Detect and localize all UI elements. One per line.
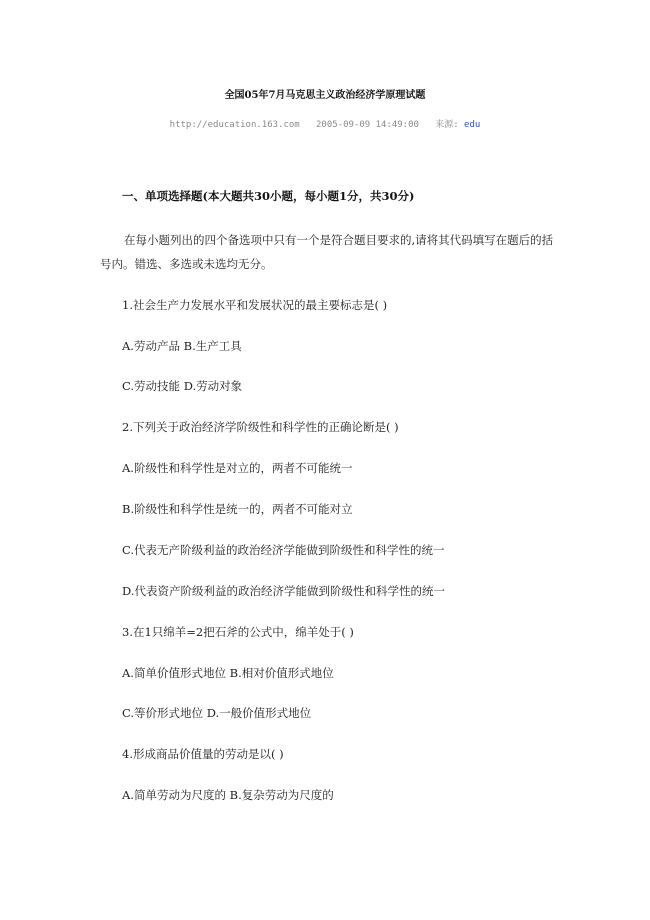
question-2-option-b: B.阶级性和科学性是统一的，两者不可能对立	[122, 502, 353, 516]
source-link[interactable]: edu	[464, 120, 481, 130]
page-title: 全国05年7月马克思主义政治经济学原理试题	[224, 90, 426, 101]
question-4: 4.形成商品价值量的劳动是以( )	[122, 747, 284, 761]
question-3-options-cd: C.等价形式地位 D.一般价值形式地位	[122, 706, 312, 720]
question-3: 3.在1只绵羊=2把石斧的公式中，绵羊处于( )	[122, 625, 354, 639]
question-2-option-c: C.代表无产阶级利益的政治经济学能做到阶级性和科学性的统一	[122, 543, 445, 557]
question-2-option-d: D.代表资产阶级利益的政治经济学能做到阶级性和科学性的统一	[122, 584, 445, 598]
question-4-options-ab: A.简单劳动为尺度的 B.复杂劳动为尺度的	[122, 788, 334, 802]
publish-datetime: 2005-09-09 14:49:00	[315, 120, 419, 130]
question-1-options-ab: A.劳动产品 B.生产工具	[122, 339, 242, 353]
question-3-options-ab: A.简单价值形式地位 B.相对价值形式地位	[122, 666, 334, 680]
question-2-option-a: A.阶级性和科学性是对立的，两者不可能统一	[122, 461, 353, 475]
article-meta	[0, 117, 650, 130]
source-label: 来源:	[435, 120, 459, 130]
section-heading: 一、单项选择题(本大题共30小题，每小题1分，共30分)	[122, 189, 415, 203]
instructions-paragraph: 在每小题列出的四个备选项中只有一个是符合题目要求的,请将其代码填写在题后的括号内。错选、多选或未选均无分。	[100, 233, 554, 271]
question-1: 1.社会生产力发展水平和发展状况的最主要标志是( )	[122, 298, 388, 312]
question-2: 2.下列关于政治经济学阶级性和科学性的正确论断是( )	[122, 420, 399, 434]
question-1-options-cd: C.劳动技能 D.劳动对象	[122, 379, 243, 393]
source-url[interactable]: http://education.163.com	[169, 120, 300, 130]
